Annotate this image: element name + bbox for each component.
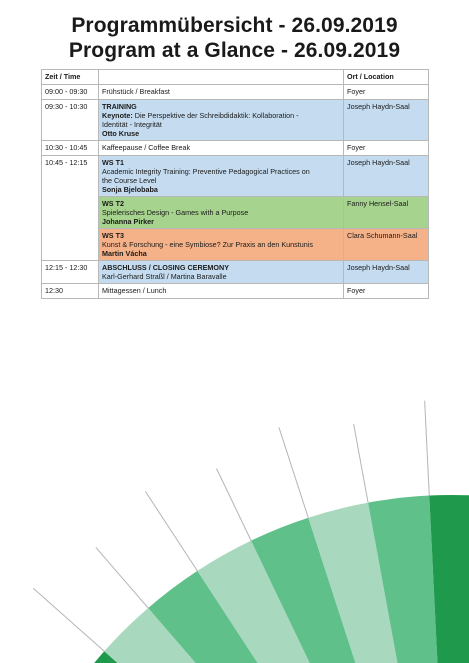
session-heading: WS T2: [102, 199, 124, 208]
keynote-label: Keynote:: [102, 111, 133, 120]
time-cell: 12:30: [42, 284, 99, 299]
location-cell: Foyer: [344, 85, 429, 100]
session-heading: TRAINING: [102, 102, 137, 111]
location-cell: Joseph Haydn-Saal: [344, 156, 429, 197]
keynote-title: Die Perspektive der Schreibdidaktik: Kollaboration -: [134, 111, 299, 120]
session-heading: WS T3: [102, 231, 124, 240]
location-cell: Clara Schumann-Saal: [344, 229, 429, 261]
wheel-ray-line: [425, 401, 430, 496]
page-title-german: Programmübersicht - 26.09.2019: [71, 14, 398, 37]
speaker-name: Martin Vácha: [102, 249, 147, 258]
time-cell: 12:15 - 12:30: [42, 261, 99, 284]
time-cell: 10:30 - 10:45: [42, 141, 99, 156]
session-title: Academic Integrity Training: Preventive Pedagogical Practices on: [102, 167, 310, 176]
wheel-ray-line: [279, 427, 308, 517]
time-cell: 09:00 - 09:30: [42, 85, 99, 100]
title-cell: Mittagessen / Lunch: [99, 284, 344, 299]
location-cell: Joseph Haydn-Saal: [344, 261, 429, 284]
wheel-ray-line: [217, 469, 252, 541]
location-cell: Foyer: [344, 141, 429, 156]
time-cell: 09:30 - 10:30: [42, 100, 99, 141]
session-title: Kunst & Forschung - eine Symbiose? Zur Praxis an den Kunstunis: [102, 240, 313, 249]
speaker-name: Sonja Bjelobaba: [102, 185, 158, 194]
speaker-name: Otto Kruse: [102, 129, 140, 138]
column-header-time: Zeit / Time: [42, 70, 99, 85]
speaker-names: Karl-Gerhard Straßl / Martina Baravalle: [102, 272, 227, 281]
session-heading: WS T1: [102, 158, 124, 167]
page-title-english: Program at a Glance - 26.09.2019: [68, 39, 401, 62]
location-cell: Fanny Hensel-Saal: [344, 197, 429, 229]
speaker-name: Johanna Pirker: [102, 217, 154, 226]
wheel-ray-line: [33, 588, 104, 651]
wheel-ray-line: [145, 491, 197, 570]
session-title: Spielerisches Design - Games with a Purpose: [102, 208, 249, 217]
column-header-location: Ort / Location: [344, 70, 429, 85]
session-heading: ABSCHLUSS / CLOSING CEREMONY: [102, 263, 229, 272]
title-cell: Kaffeepause / Coffee Break: [99, 141, 344, 156]
title-cell: Frühstück / Breakfast: [99, 85, 344, 100]
location-cell: Joseph Haydn-Saal: [344, 100, 429, 141]
time-cell: 10:45 - 12:15: [42, 156, 99, 261]
wheel-ray-line: [354, 424, 368, 503]
keynote-title-continued: Identität - Integrität: [102, 120, 162, 129]
wheel-ray-line: [96, 547, 148, 608]
session-title-continued: the Course Level: [102, 176, 157, 185]
location-cell: Foyer: [344, 284, 429, 299]
